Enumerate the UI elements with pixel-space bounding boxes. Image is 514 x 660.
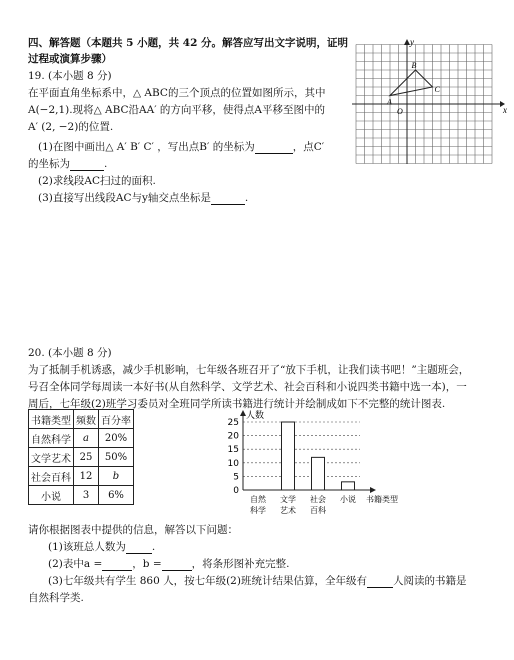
chart-y-tick-label: 15	[227, 445, 239, 456]
chart-x-label: 书籍类型	[366, 495, 398, 504]
table-header: 频数	[74, 410, 99, 429]
chart-grid	[243, 422, 360, 476]
table-cell: 20%	[99, 429, 134, 448]
chart-categories	[250, 494, 356, 515]
chart-x-axis-arrow	[370, 487, 376, 493]
q19-line2: A(−2,1).现将△ ABC沿AA′ 的方向平移，使得点A平移至图中的	[28, 104, 326, 116]
table-cell: 自然科学	[29, 429, 74, 448]
point-c-label: C	[434, 85, 440, 94]
q19-line3: A′ (2, −2)的位置.	[28, 121, 114, 133]
point-a-label: A	[387, 97, 392, 107]
q20-part2-text-c: ，将条形图补充完整.	[191, 558, 290, 570]
origin-label: O	[397, 107, 403, 116]
table-cell: 社会百科	[29, 467, 74, 486]
chart-category-label: 自然	[250, 495, 266, 504]
chart-category-label: 小说	[340, 495, 356, 504]
chart-y-label: 人数	[246, 411, 265, 421]
q20-part2	[48, 557, 289, 571]
table-header: 书籍类型	[29, 410, 74, 429]
q19-part1-text-c: 的坐标为	[28, 158, 70, 170]
chart-bar	[342, 482, 355, 490]
chart-y-tick-label: 5	[233, 472, 239, 483]
table-cell: 25	[74, 448, 99, 467]
table-cell: 3	[74, 486, 99, 505]
chart-category-label: 百科	[310, 506, 326, 515]
chart-y-ticks	[228, 418, 240, 496]
q19-part1-text-a: (1)在图中画出△ A′ B′ C′ ，写出点B′ 的坐标为	[38, 141, 255, 153]
q20-part1	[48, 540, 155, 554]
chart-y-tick-label: 10	[227, 458, 239, 469]
chart-y-tick-label: 0	[233, 486, 239, 496]
point-b-label: B	[411, 61, 417, 70]
chart-y-tick-label: 25	[227, 418, 239, 428]
chart-bar	[282, 422, 295, 490]
table-cell: 文学艺术	[29, 448, 74, 467]
q20-number: 20. (本小题 8 分)	[28, 347, 112, 359]
chart-bars	[282, 422, 355, 490]
q20-part3-text-a: (3)七年级共有学生 860 人，按七年级(2)班统计结果估算，全年级有	[48, 575, 367, 587]
x-axis-label: x	[503, 105, 507, 115]
table-cell: 6%	[99, 486, 134, 505]
q20-part3	[48, 574, 466, 588]
q20-part3-text-b: 人阅读的书籍是	[392, 575, 467, 587]
q20-part2-text-a: (2)表中a =	[48, 558, 103, 570]
q20-intro-line2: 号召全体同学每周读一本好书(从自然科学、文学艺术、社会百科和小说四类书籍中选一本)，一	[28, 381, 467, 393]
answer-blank	[162, 559, 192, 571]
q19-part3-end: .	[244, 192, 249, 204]
answer-blank	[367, 576, 393, 588]
q20-intro-line1: 为了抵制手机诱惑，减少手机影响，七年级各班召开了“放下手机，让我们读书吧！”主题班会，	[28, 364, 470, 376]
chart-category-label: 社会	[310, 495, 326, 504]
chart-category-label: 文学	[280, 495, 296, 504]
q20-part1-text: (1)该班总人数为	[48, 541, 126, 553]
q20-part1-end: .	[151, 541, 156, 553]
q19-line1: 在平面直角坐标系中，△ ABC的三个顶点的位置如图所示，其中	[28, 87, 326, 99]
chart-bar	[312, 457, 325, 490]
table-header: 百分率	[99, 410, 134, 429]
q20-part2-text-b: ，b =	[132, 558, 162, 570]
q19-part1-text-b: ，点C′	[292, 141, 325, 153]
q19-number: 19. (本小题 8 分)	[28, 70, 112, 82]
section-heading-line2: 过程或演算步骤）	[28, 53, 112, 65]
table-cell: 小说	[29, 486, 74, 505]
y-axis-label: y	[410, 37, 414, 47]
table-cell: 50%	[99, 448, 134, 467]
table-cell: b	[99, 467, 134, 486]
chart-category-label: 科学	[250, 506, 266, 515]
table-cell: 12	[74, 467, 99, 486]
table-cell: a	[74, 429, 99, 448]
q20-part3-line2: 自然科学类.	[28, 592, 84, 604]
section-heading-line1: 四、解答题（本题共 5 小题，共 42 分。解答应写出文字说明，证明	[28, 37, 349, 49]
q19-part1-end: .	[104, 158, 108, 170]
chart-y-tick-label: 20	[227, 431, 239, 442]
answer-blank	[126, 542, 152, 554]
answer-blank	[102, 559, 132, 571]
q19-part2: (2)求线段AC扫过的面积.	[38, 175, 156, 187]
q19-part3-text: (3)直接写出线段AC与y轴交点坐标是	[38, 192, 211, 204]
chart-category-label: 艺术	[280, 506, 296, 515]
q20-after-line: 请你根据图表中提供的信息，解答以下问题：	[28, 524, 238, 536]
q20-intro-line3: 周后，七年级(2)班学习委员对全班同学所读书籍进行统计并绘制成如下不完整的统计图表.	[28, 398, 446, 410]
